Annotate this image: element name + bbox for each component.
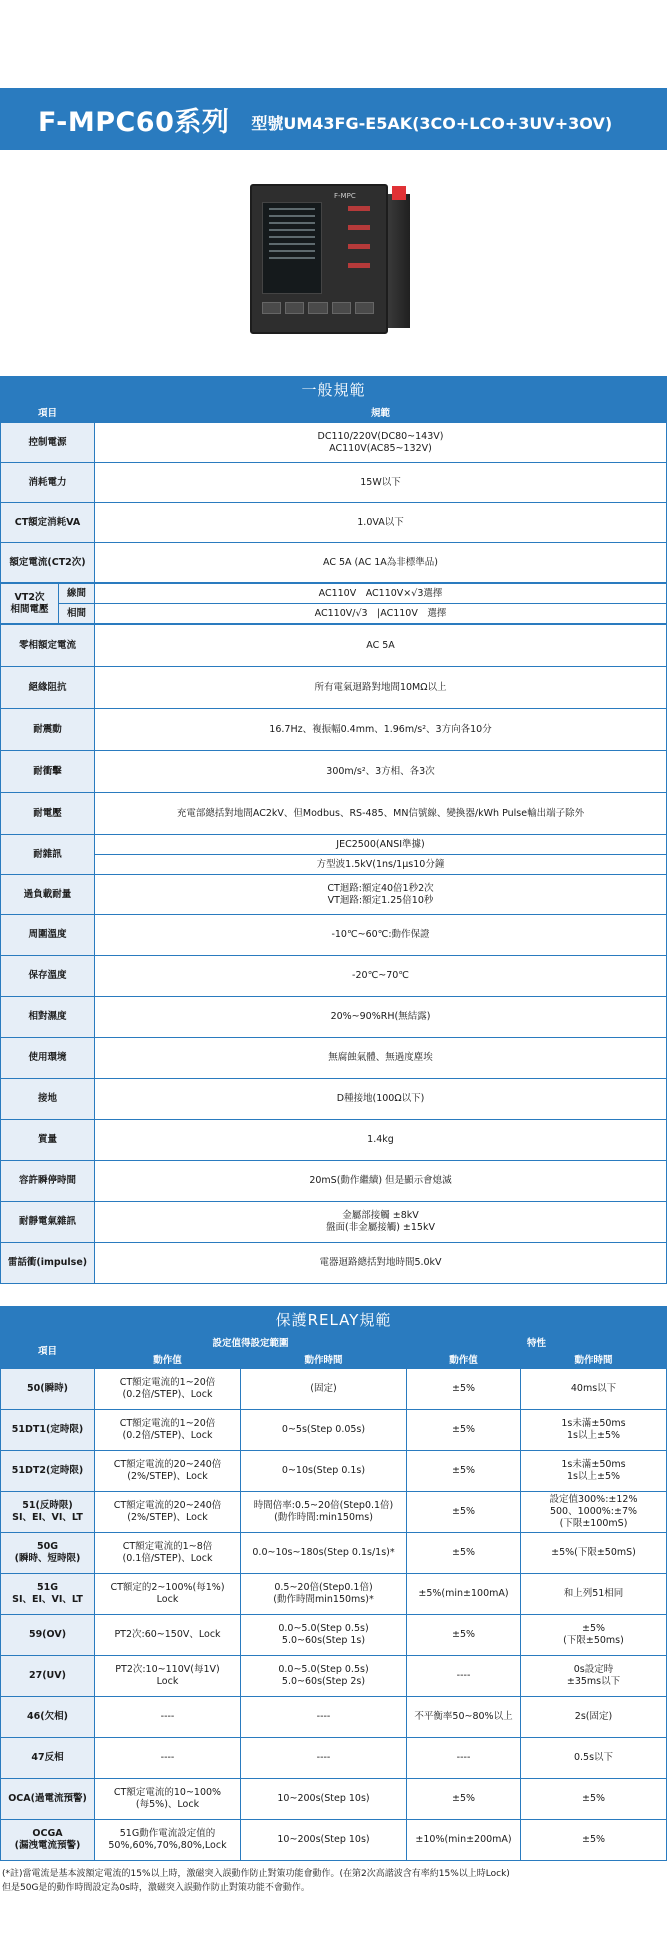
spec-label: 耐電壓 xyxy=(1,793,95,835)
spec-value: 20mS(動作繼續) 但是顯示會熄滅 xyxy=(95,1161,667,1202)
relay-cell: CT額定電流的20~240倍 (2%/STEP)、Lock xyxy=(95,1451,241,1492)
relay-cell: (固定) xyxy=(241,1369,407,1410)
spec-label: 保存溫度 xyxy=(1,956,95,997)
relay-item-label: 50(瞬時) xyxy=(1,1369,95,1410)
spec-value: 16.7Hz、複振幅0.4mm、1.96m/s²、3方向各10分 xyxy=(95,709,667,751)
vt-line-value: AC110V AC110V×√3選擇 xyxy=(95,584,667,604)
vt-line-label: 線間 xyxy=(59,584,95,604)
spec-label: 使用環境 xyxy=(1,1038,95,1079)
spec-label: 相對濕度 xyxy=(1,997,95,1038)
relay-cell: ±5% xyxy=(407,1369,521,1410)
relay-cell: ±5% xyxy=(407,1451,521,1492)
relay-cell: ---- xyxy=(407,1738,521,1779)
noise-value-1: JEC2500(ANSI準據) xyxy=(95,835,667,855)
model-title: 型號UM43FG-E5AK(3CO+LCO+3UV+3OV) xyxy=(251,113,613,133)
spec-value: DC110/220V(DC80~143V) AC110V(AC85~132V) xyxy=(95,423,667,463)
relay-sub-time: 動作時間 xyxy=(241,1353,407,1369)
relay-cell: ±5% (下限±50ms) xyxy=(521,1615,667,1656)
device-side xyxy=(386,194,410,328)
relay-sub-value: 動作值 xyxy=(95,1353,241,1369)
spec-label: 接地 xyxy=(1,1079,95,1120)
spec-value: 1.0VA以下 xyxy=(95,503,667,543)
relay-cell: ±5%(下限±50mS) xyxy=(521,1533,667,1574)
relay-cell: 0.0~10s~180s(Step 0.1s/1s)* xyxy=(241,1533,407,1574)
relay-cell: ---- xyxy=(407,1656,521,1697)
relay-head-item: 項目 xyxy=(1,1335,95,1369)
spec-value: 金屬部接觸 ±8kV 盤面(非金屬接觸) ±15kV xyxy=(95,1202,667,1243)
relay-row xyxy=(1,1369,667,1410)
relay-cell: 10~200s(Step 10s) xyxy=(241,1820,407,1861)
vt-phase-value: AC110V/√3 |AC110V 選擇 xyxy=(95,604,667,624)
spec-label: 雷話衝(impulse) xyxy=(1,1243,95,1284)
relay-cell: ±5% xyxy=(407,1492,521,1533)
relay-head-setting: 設定值得設定範圍 xyxy=(95,1335,407,1353)
relay-cell: ---- xyxy=(95,1738,241,1779)
relay-cell: 0.0~5.0(Step 0.5s) 5.0~60s(Step 1s) xyxy=(241,1615,407,1656)
relay-cell: 和上列51相同 xyxy=(521,1574,667,1615)
relay-row xyxy=(1,1738,667,1779)
spec-label: 耐衝擊 xyxy=(1,751,95,793)
relay-cell: 1s未滿±50ms 1s以上±5% xyxy=(521,1410,667,1451)
general-head-spec: 規範 xyxy=(95,405,667,423)
relay-cell: ±5%(min±100mA) xyxy=(407,1574,521,1615)
relay-cell: 0.0~5.0(Step 0.5s) 5.0~60s(Step 2s) xyxy=(241,1656,407,1697)
relay-head-char: 特性 xyxy=(407,1335,667,1353)
relay-row xyxy=(1,1533,667,1574)
device-leds xyxy=(348,206,370,282)
device-keys xyxy=(262,302,374,314)
relay-cell: 0~10s(Step 0.1s) xyxy=(241,1451,407,1492)
vt-phase-label: 相間 xyxy=(59,604,95,624)
relay-cell: ---- xyxy=(241,1697,407,1738)
spec-label: 耐靜電氣雜訊 xyxy=(1,1202,95,1243)
device-red-cap xyxy=(392,186,406,200)
relay-cell: 0.5~20倍(Step0.1倍) (動作時間min150ms)* xyxy=(241,1574,407,1615)
relay-cell: CT額定電流的10~100% (每5%)、Lock xyxy=(95,1779,241,1820)
vt-spec-table xyxy=(0,583,667,624)
section-gap xyxy=(0,1284,667,1306)
relay-sub-ctime: 動作時間 xyxy=(521,1353,667,1369)
product-image xyxy=(0,150,667,376)
spec-value: -10℃~60℃:動作保證 xyxy=(95,915,667,956)
relay-item-label: 51DT2(定時限) xyxy=(1,1451,95,1492)
spec-value: 300m/s²、3方相、各3次 xyxy=(95,751,667,793)
relay-cell: ±5% xyxy=(521,1820,667,1861)
relay-cell: ±5% xyxy=(521,1779,667,1820)
spec-value: CT迴路:額定40倍1秒2次 VT迴路:額定1.25倍10秒 xyxy=(95,875,667,915)
title-bar xyxy=(0,88,667,150)
relay-cell: CT額定電流的20~240倍 (2%/STEP)、Lock xyxy=(95,1492,241,1533)
spec-value: 15W以下 xyxy=(95,463,667,503)
spec-label: 零相額定電流 xyxy=(1,625,95,667)
relay-cell: ±5% xyxy=(407,1533,521,1574)
relay-row xyxy=(1,1820,667,1861)
relay-note-2: 但是50G是的動作時間設定為0s時，激磁突入誤動作防止對策功能不會動作。 xyxy=(2,1883,310,1893)
spec-label: 消耗電力 xyxy=(1,463,95,503)
spec-value: AC 5A (AC 1A為非標準品) xyxy=(95,543,667,583)
spec-value: AC 5A xyxy=(95,625,667,667)
relay-item-label: 51(反時限) SI、EI、VI、LT xyxy=(1,1492,95,1533)
spec-value: -20℃~70℃ xyxy=(95,956,667,997)
general-spec-table xyxy=(0,404,667,583)
top-spacer xyxy=(0,0,667,88)
relay-cell: CT額定電流的1~8倍 (0.1倍/STEP)、Lock xyxy=(95,1533,241,1574)
spec-value: 充電部總括對地間AC2kV、但Modbus、RS-485、MN信號線、變換器/kWh Pulse輸出端子除外 xyxy=(95,793,667,835)
spec-label: 過負載耐量 xyxy=(1,875,95,915)
relay-cell: ±5% xyxy=(407,1410,521,1451)
relay-spec-title: 保護RELAY規範 xyxy=(0,1306,667,1334)
series-title: F-MPC60系列 xyxy=(38,106,230,138)
relay-cell: ±10%(min±200mA) xyxy=(407,1820,521,1861)
relay-item-label: 51DT1(定時限) xyxy=(1,1410,95,1451)
relay-item-label: OCA(過電流預警) xyxy=(1,1779,95,1820)
relay-cell: 不平衡率50~80%以上 xyxy=(407,1697,521,1738)
relay-cell: 10~200s(Step 10s) xyxy=(241,1779,407,1820)
relay-row xyxy=(1,1779,667,1820)
relay-cell: 1s未滿±50ms 1s以上±5% xyxy=(521,1451,667,1492)
relay-row xyxy=(1,1492,667,1533)
spec-label: 絕緣阻抗 xyxy=(1,667,95,709)
relay-cell: ---- xyxy=(95,1697,241,1738)
spec-label: 額定電流(CT2次) xyxy=(1,543,95,583)
noise-label: 耐雜訊 xyxy=(1,835,95,875)
relay-item-label: 46(欠相) xyxy=(1,1697,95,1738)
spec-label: 周圍溫度 xyxy=(1,915,95,956)
relay-cell: CT額定電流的1~20倍 (0.2倍/STEP)、Lock xyxy=(95,1369,241,1410)
spec-label: 質量 xyxy=(1,1120,95,1161)
spec-value: 20%~90%RH(無結露) xyxy=(95,997,667,1038)
relay-cell: PT2次:10~110V(每1V) Lock xyxy=(95,1656,241,1697)
spec-label: CT額定消耗VA xyxy=(1,503,95,543)
relay-cell: 時間倍率:0.5~20倍(Step0.1倍) (動作時間:min150ms) xyxy=(241,1492,407,1533)
relay-cell: 0s設定時 ±35ms以下 xyxy=(521,1656,667,1697)
noise-value-2: 方型波1.5kV(1ns/1μs10分鐘 xyxy=(95,855,667,875)
relay-row xyxy=(1,1451,667,1492)
relay-cell: ±5% xyxy=(407,1615,521,1656)
relay-cell: ±5% xyxy=(407,1779,521,1820)
relay-note-1: (*註)當電流是基本波額定電流的15%以上時，激磁突入誤動作防止對策功能會動作。(在第2次高諧波含有率約15%以上時Lock) xyxy=(2,1869,510,1879)
relay-cell: 設定值300%:±12% 500、1000%:±7% (下限±100mS) xyxy=(521,1492,667,1533)
relay-cell: CT額定電流的1~20倍 (0.2倍/STEP)、Lock xyxy=(95,1410,241,1451)
general-spec-table-2 xyxy=(0,624,667,1284)
relay-sub-cvalue: 動作值 xyxy=(407,1353,521,1369)
spec-value: 電器迴路總括對地時間5.0kV xyxy=(95,1243,667,1284)
spec-label: 耐震動 xyxy=(1,709,95,751)
spec-value: 無腐蝕氣體、無過度塵埃 xyxy=(95,1038,667,1079)
relay-cell: 0~5s(Step 0.05s) xyxy=(241,1410,407,1451)
relay-item-label: 27(UV) xyxy=(1,1656,95,1697)
spec-value: D種接地(100Ω以下) xyxy=(95,1079,667,1120)
relay-item-label: 59(OV) xyxy=(1,1615,95,1656)
general-head-item: 項目 xyxy=(1,405,95,423)
relay-cell: 40ms以下 xyxy=(521,1369,667,1410)
relay-row xyxy=(1,1615,667,1656)
device-screen xyxy=(262,202,322,294)
relay-cell: 2s(固定) xyxy=(521,1697,667,1738)
relay-row xyxy=(1,1697,667,1738)
device-logo: F-MPC xyxy=(334,192,356,200)
relay-note xyxy=(0,1861,667,1895)
relay-row xyxy=(1,1656,667,1697)
relay-cell: CT額定的2~100%(每1%) Lock xyxy=(95,1574,241,1615)
spec-value: 所有電氣迴路對地間10MΩ以上 xyxy=(95,667,667,709)
spec-value: 1.4kg xyxy=(95,1120,667,1161)
vt-label: VT2次 相間電壓 xyxy=(1,584,59,624)
relay-item-label: 47反相 xyxy=(1,1738,95,1779)
relay-spec-table xyxy=(0,1334,667,1861)
relay-row xyxy=(1,1574,667,1615)
spec-label: 容許瞬停時間 xyxy=(1,1161,95,1202)
relay-item-label: 50G (瞬時、短時限) xyxy=(1,1533,95,1574)
general-spec-title: 一般規範 xyxy=(0,376,667,404)
relay-item-label: OCGA (漏洩電流預警) xyxy=(1,1820,95,1861)
relay-row xyxy=(1,1410,667,1451)
relay-cell: 51G動作電流設定值的 50%,60%,70%,80%,Lock xyxy=(95,1820,241,1861)
relay-cell: 0.5s以下 xyxy=(521,1738,667,1779)
relay-cell: ---- xyxy=(241,1738,407,1779)
relay-item-label: 51G SI、EI、VI、LT xyxy=(1,1574,95,1615)
relay-cell: PT2次:60~150V、Lock xyxy=(95,1615,241,1656)
spec-label: 控制電源 xyxy=(1,423,95,463)
